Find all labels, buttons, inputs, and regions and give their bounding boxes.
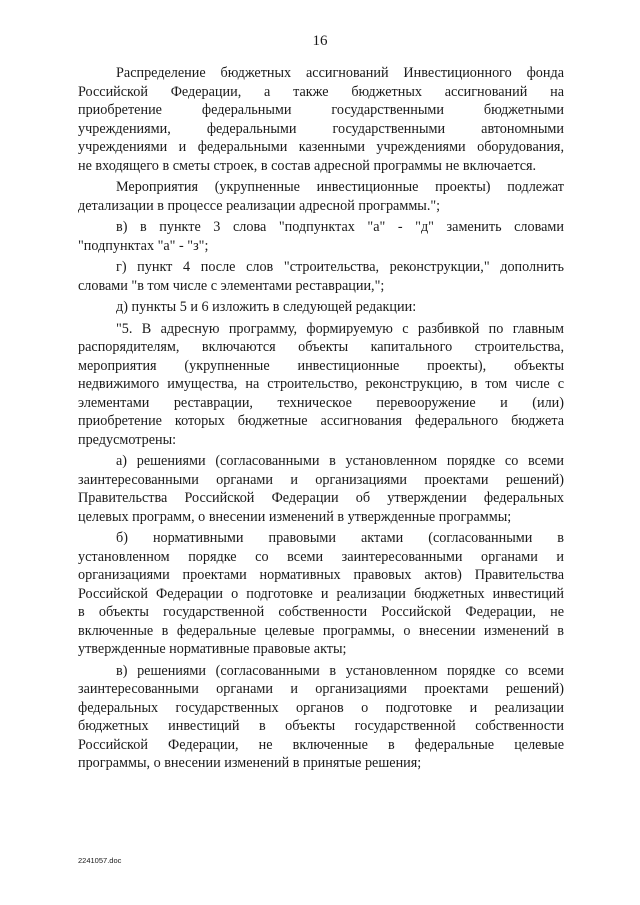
text-line: г) пункт 4 после слов "строительства, реконструкции," дополнить	[116, 259, 564, 275]
text-line: Правительства Российской Федерации об утверждении федеральных	[78, 490, 564, 506]
paragraph	[78, 320, 564, 450]
text-line: федеральных государственных органов о подготовке и реализации	[78, 699, 564, 716]
text-line: заинтересованными органами и организациями проектами решений)	[78, 471, 564, 488]
text-line: программы, о внесении изменений в принятые решения;	[78, 755, 422, 771]
text-line: "подпунктах "а" - "з";	[78, 237, 209, 254]
text-line: установленном порядке со всеми заинтересованными органами и	[78, 548, 564, 565]
paragraph	[78, 452, 564, 526]
text-line: Распределение бюджетных ассигнований Инвестиционного фонда	[116, 65, 564, 81]
text-line: заинтересованными органами и организациями проектами решений)	[78, 681, 564, 697]
text-line: недвижимого имущества, на строительство, реконструкцию, в том числе с	[78, 376, 564, 392]
text-line: учреждениями и федеральными казенными учреждениями оборудования,	[78, 139, 564, 155]
paragraph	[78, 178, 564, 215]
text-line: включенные в федеральные целевые программы, о внесении изменений в	[78, 622, 564, 639]
paragraph	[78, 529, 564, 659]
text-line: Российской Федерации, а также бюджетных ассигнований на	[78, 83, 564, 100]
document-file-code: 2241057.doc	[78, 856, 122, 865]
text-line: Российской Федерации о подготовке и реализации бюджетных инвестиций	[78, 585, 564, 602]
text-line: целевых программ, о внесении изменений в утвержденные программы;	[78, 508, 512, 525]
text-line: мероприятия (укрупненные инвестиционные проекты), объекты	[78, 357, 564, 374]
text-line: учреждениями, федеральными государственными автономными	[78, 120, 564, 137]
text-line: бюджетных инвестиций в объекты государственной собственности	[78, 718, 564, 734]
text-line: приобретение которых бюджетные ассигнования федерального бюджета	[78, 413, 564, 429]
text-line: утвержденные нормативные правовые акты;	[78, 641, 347, 657]
text-line: а) решениями (согласованными в установленном порядке со всеми	[116, 453, 564, 469]
text-line: Мероприятия (укрупненные инвестиционные проекты) подлежат	[116, 179, 564, 195]
text-line: в) решениями (согласованными в установленном порядке со всеми	[116, 662, 564, 679]
text-line: в объекты государственной собственности Российской Федерации, не	[78, 604, 564, 620]
text-line: приобретение федеральными государственными бюджетными	[78, 102, 564, 118]
document-body	[78, 64, 564, 776]
paragraph	[78, 64, 564, 175]
text-line: д) пункты 5 и 6 изложить в следующей редакции:	[116, 299, 417, 315]
text-line: детализации в процессе реализации адресной программы.";	[78, 197, 441, 214]
text-line: в) в пункте 3 слова "подпунктах "а" - "д" заменить словами	[116, 219, 564, 235]
text-line: б) нормативными правовыми актами (согласованными в	[116, 530, 564, 546]
paragraph	[78, 258, 564, 295]
text-line: Российской Федерации, не включенные в федеральные целевые	[78, 736, 564, 753]
text-line: распорядителям, включаются объекты капитального строительства,	[78, 339, 564, 355]
paragraph	[78, 662, 564, 773]
text-line: предусмотрены:	[78, 431, 177, 448]
text-line: не входящего в сметы строек, в состав адресной программы не включается.	[78, 157, 537, 174]
paragraph	[78, 218, 564, 255]
text-line: словами "в том числе с элементами реставрации,";	[78, 277, 385, 294]
text-line: элементами реставрации, техническое перевооружение и (или)	[78, 394, 564, 411]
text-line: организациями проектами нормативных правовых актов) Правительства	[78, 567, 564, 583]
text-line: "5. В адресную программу, формируемую с разбивкой по главным	[116, 320, 564, 337]
paragraph	[78, 298, 564, 317]
page-number: 16	[312, 33, 328, 49]
